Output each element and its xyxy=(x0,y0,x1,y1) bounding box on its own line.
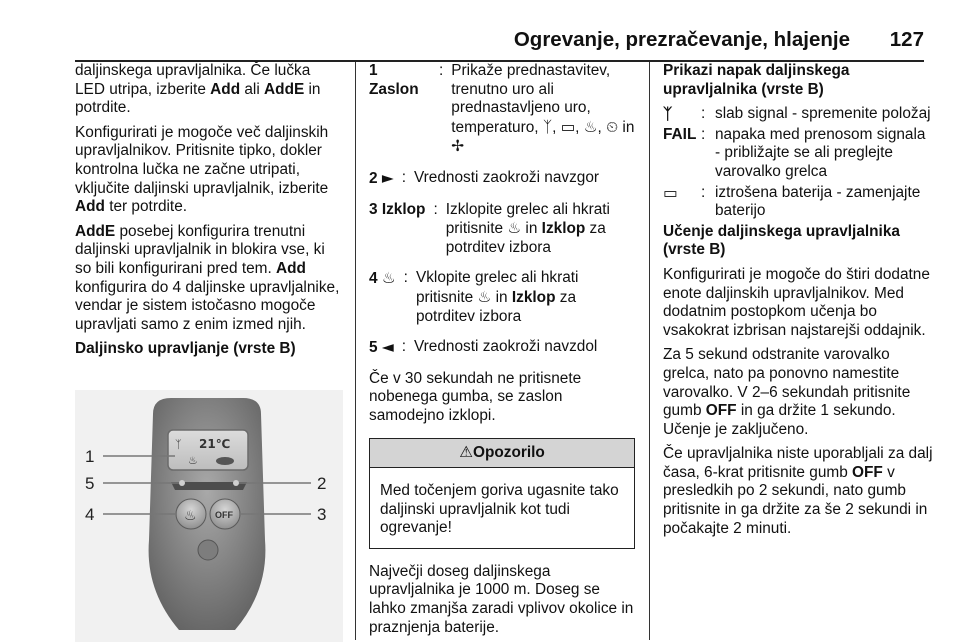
page-number: 127 xyxy=(889,28,924,51)
display-temperature: 21℃ xyxy=(199,437,231,451)
column-left xyxy=(75,62,343,365)
section-heading: Učenje daljinskega upravljalnika (vrste B) xyxy=(663,222,900,259)
paragraph: Konfigurirati je mogoče do štiri dodatne enote daljinskih upravljalnikov. Med dodatnim postopkom učenja bo vsakokrat izbrisan najstarejši oddajnik. xyxy=(663,265,930,339)
legend-term: 1 Zaslon xyxy=(369,62,419,98)
legend-item: 1 Zaslon : Prikaže prednastavitev, trenutno uro ali prednastavljeno uro, temperaturo, ᛉ, ▭, ♨, ⏲ in ✢ xyxy=(369,62,635,156)
callout-label-2: 2 xyxy=(317,474,327,493)
section-heading: Daljinsko upravljanje (vrste B) xyxy=(75,340,296,358)
callout-label-5: 5 xyxy=(85,474,95,493)
callout-label-1: 1 xyxy=(85,447,95,466)
legend-desc: Vrednosti zaokroži navzgor xyxy=(413,168,600,186)
display-heat-icon: ♨ xyxy=(188,454,198,467)
display-badge xyxy=(216,457,234,465)
legend-desc: Vrednosti zaokroži navzdol xyxy=(413,338,598,356)
callout-label-3: 3 xyxy=(317,505,327,524)
legend-term: 2 ► xyxy=(369,168,394,187)
legend-desc: Prikaže prednastavitev, trenutno uro ali prednastavljeno uro, temperaturo, ᛉ, ▭, ♨, ⏲ in ✢ xyxy=(451,62,635,156)
column-middle xyxy=(369,62,635,643)
led-indicator xyxy=(198,540,218,560)
remote-control-figure xyxy=(75,390,343,642)
button-2-arrow-right[interactable] xyxy=(233,480,239,486)
warning-box xyxy=(369,438,635,549)
warning-body: Med točenjem goriva ugasnite tako daljinski upravljalnik kot tudi ogrevanje! xyxy=(380,482,619,537)
error-item: ▭ : iztrošena baterija - zamenjajte baterijo xyxy=(663,184,933,221)
battery-icon: ▭ xyxy=(663,183,678,202)
legend-desc: Vklopite grelec ali hkrati pritisnite ♨ in Izklop za potrditev izbora xyxy=(415,269,579,325)
legend-term: 5 ◄ xyxy=(369,338,394,357)
off-label: OFF xyxy=(215,510,233,520)
paragraph: Če v 30 sekundah ne pritisnete nobenega gumba, se zaslon samodejno izklopi. xyxy=(369,369,582,424)
button-legend xyxy=(369,62,635,358)
paragraph: AddE posebej konfigurira trenutni daljinski upravljalnik in blokira vse, ki so bili konfigurirani pred tem. Add konfigurira do 4 daljinske upravljalnike, vendar je sistem istočasno mogoče upravljati samo z enim izmed njih. xyxy=(75,222,340,333)
paragraph: Za 5 sekund odstranite varovalko grelca, nato pa ponovno namestite varovalko. V 2–6 sekundah pritisnite gumb OFF in ga držite 1 sekundo. Učenje je zaključeno. xyxy=(663,346,911,438)
section-heading: Prikazi napak daljinskega upravljalnika (vrste B) xyxy=(663,62,850,98)
column-right xyxy=(663,62,933,544)
error-key: FAIL xyxy=(663,125,697,143)
error-desc: slab signal - spremenite položaj xyxy=(715,105,931,123)
paragraph: Največji doseg daljinskega upravljalnika je 1000 m. Doseg se lahko zmanjša zaradi vplivov okolice in praznjenja baterije. xyxy=(369,562,634,636)
page-header xyxy=(0,28,960,60)
display-signal-icon: ᛉ xyxy=(175,438,182,451)
button-5-arrow-left[interactable] xyxy=(179,480,185,486)
column-divider xyxy=(649,62,650,640)
error-item: FAIL : napaka med prenosom signala - približajte se ali preglejte varovalko grelca xyxy=(663,126,933,182)
legend-item: 5 ◄ : Vrednosti zaokroži navzdol xyxy=(369,338,635,358)
paragraph: Če upravljalnika niste uporabljali za dalj časa, 6-krat pritisnite gumb OFF v presledkih po 2 sekundi, nato gumb pritisnite in ga držite za še 2 sekundi in počakajte 2 minuti. xyxy=(663,445,933,537)
legend-item: 2 ► : Vrednosti zaokroži navzgor xyxy=(369,169,635,189)
legend-desc: Izklopite grelec ali hkrati pritisnite ♨ in Izklop za potrditev izbora xyxy=(445,200,610,256)
callout-label-4: 4 xyxy=(85,505,95,524)
warning-title: ⚠Opozorilo xyxy=(370,439,634,469)
paragraph: Konfigurirati je mogoče več daljinskih upravljalnikov. Pritisnite tipko, dokler kontrolna lučka ne začne utripati, vključite daljinski upravljalnik, izberite Add ter potrdite. xyxy=(75,123,329,216)
legend-term: 3 Izklop xyxy=(369,200,426,218)
legend-item: 3 Izklop : Izklopite grelec ali hkrati pritisnite ♨ in Izklop za potrditev izbora xyxy=(369,201,635,258)
error-desc: napaka med prenosom signala - približajte se ali preglejte varovalko grelca xyxy=(715,125,926,180)
legend-term: 4 ♨ xyxy=(369,269,396,288)
legend-item: 4 ♨ : Vklopite grelec ali hkrati pritisnite ♨ in Izklop za potrditev izbora xyxy=(369,269,635,326)
signal-icon: ᛉ xyxy=(663,105,673,124)
column-divider xyxy=(355,62,356,640)
paragraph: daljinskega upravljalnika. Če lučka LED utripa, izberite Add ali AddE in potrdite. xyxy=(75,62,321,117)
heater-icon: ♨ xyxy=(184,508,197,524)
page-title: Ogrevanje, prezračevanje, hlajenje xyxy=(513,28,850,51)
error-desc: iztrošena baterija - zamenjajte baterijo xyxy=(715,183,921,220)
error-item: ᛉ : slab signal - spremenite položaj xyxy=(663,105,933,124)
